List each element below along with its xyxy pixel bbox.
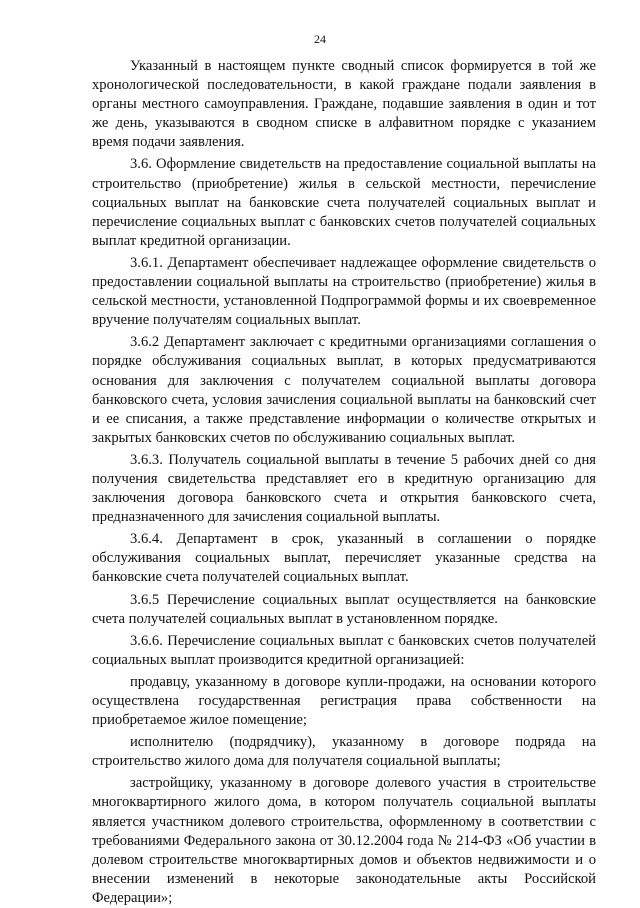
page-number: 24 [314,32,326,46]
paragraph-seller: продавцу, указанному в договоре купли-продажи, на основании которого осуществлена государственная регистрация права собственности на приобретаемое жилое помещение; [92,673,596,729]
paragraph-3-6-6: 3.6.6. Перечисление социальных выплат с банковских счетов получателей социальных выплат производится кредитной организацией: [92,632,596,668]
paragraph-3-6-1: 3.6.1. Департамент обеспечивает надлежащее оформление свидетельств о предоставлении социальной выплаты на строительство (приобретение) жилья в сельской местности, установленной Подпрограммой формы и их своевременное вручение получателям социальных выплат. [92,254,596,329]
paragraph-3-6-5: 3.6.5 Перечисление социальных выплат осуществляется на банковские счета получателей социальных выплат в установленном порядке. [92,591,596,627]
paragraph-3-6: 3.6. Оформление свидетельств на предоставление социальной выплаты на строительство (приобретение) жилья в сельской местности, перечисление социальных выплат на банковские счета получателей социальных выплат и перечисление социальных выплат с банковских счетов получателей социальных выплат кредитной организации. [92,156,596,249]
document-body [92,57,596,908]
paragraph-developer: застройщику, указанному в договоре долевого участия в строительстве многоквартирного жилого дома, в котором получатель социальной выплаты является участником долевого строительства, оформленному в соответствии с требованиями Федерального закона от 30.12.2004 года № 214-ФЗ «Об участии в долевом строительстве многоквартирных домов и объектов недвижимости и о внесении изменений в некоторые законодательные акты Российской Федерации»; [92,775,596,906]
paragraph-contractor: исполнителю (подрядчику), указанному в договоре подряда на строительство жилого дома для получателя социальной выплаты; [92,734,596,770]
paragraph-3-6-2: 3.6.2 Департамент заключает с кредитными организациями соглашения о порядке обслуживания социальных выплат, в которых предусматриваются основания для заключения с получателем социальной выплаты договора банковского счета, условия зачисления социальной выплаты на банковский счет и ее списания, а также представление информации о количестве открытых и закрытых банковских счетов по обслуживанию социальных выплат. [92,334,596,446]
paragraph-3-6-4: 3.6.4. Департамент в срок, указанный в соглашении о порядке обслуживания социальных выплат, перечисляет указанные средства на банковские счета получателей социальных выплат. [92,531,596,586]
paragraph-summary-list: Указанный в настоящем пункте сводный список формируется в той же хронологической последовательности, в какой граждане подали заявления в органы местного самоуправления. Граждане, подавшие заявления в один и тот же день, указываются в сводном списке в алфавитном порядке с указанием время подачи заявления. [92,58,596,151]
paragraph-3-6-3: 3.6.3. Получатель социальной выплаты в течение 5 рабочих дней со дня получения свидетельства представляет его в кредитную организацию для заключения договора банковского счета и открытия банковского счета, предназначенного для зачисления социальной выплаты. [92,451,596,526]
